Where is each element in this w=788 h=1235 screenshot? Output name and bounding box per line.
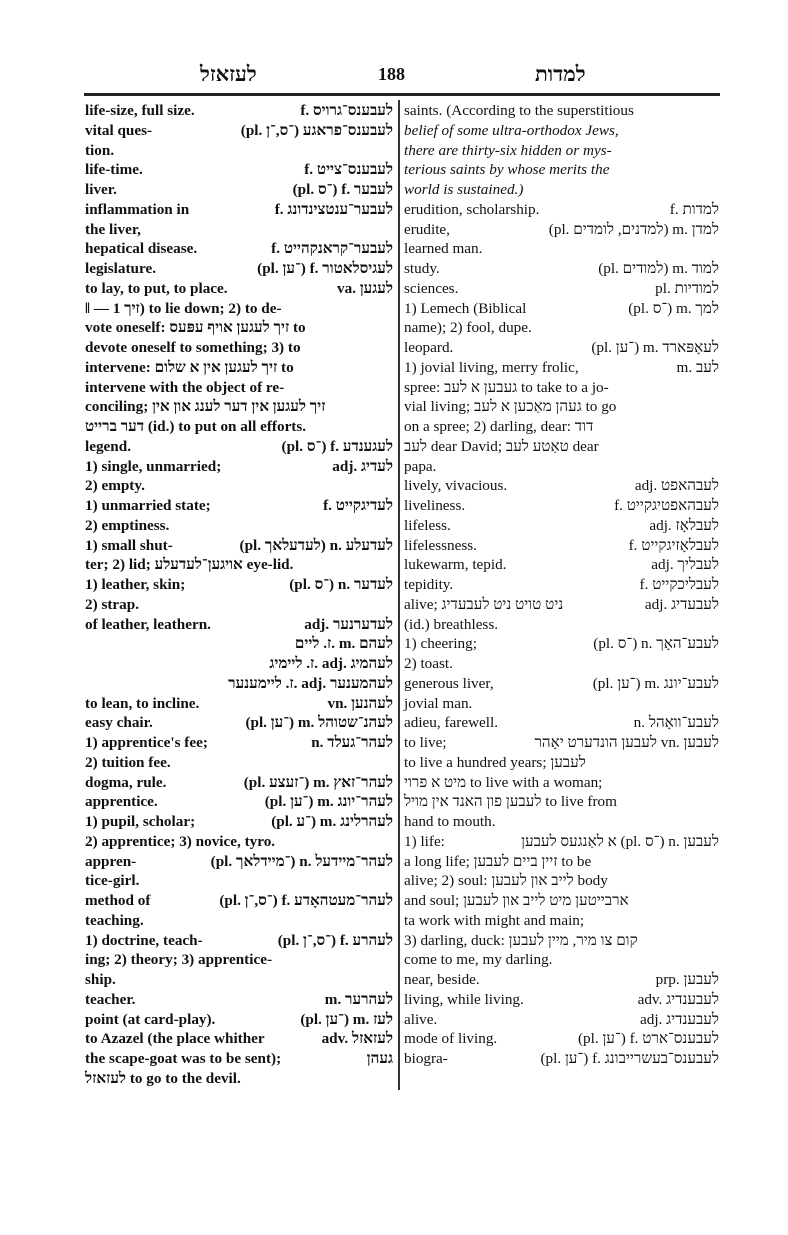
dictionary-line xyxy=(85,516,393,536)
line-text: near, beside. xyxy=(404,971,480,988)
headword: pl. למודיות xyxy=(655,279,719,297)
dictionary-line xyxy=(404,259,719,279)
line-text: lifelessness. xyxy=(404,536,477,554)
line-text: there are thirty-six hidden or mys- xyxy=(404,141,612,159)
line-text: (id.) breathless. xyxy=(404,615,499,633)
left-column xyxy=(85,101,393,1089)
line-text: teaching. xyxy=(85,911,144,929)
line-text: 1) cheering; xyxy=(404,635,477,653)
dictionary-line xyxy=(404,437,719,457)
line-text: the liver, xyxy=(85,220,141,238)
dictionary-line xyxy=(85,575,393,595)
dictionary-line xyxy=(404,1029,719,1049)
line-text: לעבען פון האנד אין מויל to live from xyxy=(404,793,617,811)
headword: n. לעהר־געלד xyxy=(311,734,393,751)
dictionary-line xyxy=(85,753,393,773)
dictionary-line xyxy=(404,121,719,141)
dictionary-line xyxy=(404,141,719,161)
line-text: alive; 2) soul: לייב און לעבען body xyxy=(404,872,608,890)
headword: (pl. ־ס) n. לעבע־האָך xyxy=(593,635,719,653)
line-text: erudition, scholarship. xyxy=(404,200,540,218)
line-text: name); 2) fool, dupe. xyxy=(404,319,532,337)
dictionary-line xyxy=(85,1029,393,1049)
line-text: 1) pupil, scholar; xyxy=(85,813,196,830)
dictionary-line xyxy=(404,536,719,556)
dictionary-line xyxy=(404,299,719,319)
line-text: 2) toast. xyxy=(404,655,453,672)
dictionary-line xyxy=(404,318,719,338)
line-text: on a spree; 2) darling, dear: דוד xyxy=(404,418,594,435)
headword: ז. ליימענער. adj. לעהמענער xyxy=(228,674,393,692)
line-text: sciences. xyxy=(404,279,459,297)
dictionary-line xyxy=(85,397,393,417)
dictionary-line xyxy=(404,358,719,378)
dictionary-line xyxy=(404,180,719,200)
headword: (pl. ־ען) m. לעז xyxy=(300,1010,393,1028)
headword: adj. לעבליך xyxy=(651,556,719,574)
line-text: liveliness. xyxy=(404,497,466,514)
headword: m. לעב xyxy=(676,358,719,376)
dictionary-line xyxy=(85,378,393,398)
headword: n. לעבע־וואָהל xyxy=(633,714,719,732)
dictionary-line xyxy=(85,1049,393,1069)
headword: (pl. ־ען) m. לעהנ־שטוהל xyxy=(245,714,393,732)
line-text: מיט א פרוי to live with a woman; xyxy=(404,773,603,791)
dictionary-line xyxy=(85,990,393,1010)
dictionary-line xyxy=(85,160,393,180)
dictionary-line xyxy=(404,852,719,872)
dictionary-line xyxy=(404,457,719,477)
line-text: ‖ — זיך 1) to lie down; 2) to de- xyxy=(85,299,282,317)
headword: (pl. ־ען) f. לעגיסלאטור xyxy=(257,260,393,277)
dictionary-line xyxy=(85,654,393,674)
dictionary-line xyxy=(85,950,393,970)
dictionary-line xyxy=(85,200,393,220)
line-text: mode of living. xyxy=(404,1030,498,1048)
dictionary-line xyxy=(404,1049,719,1069)
line-text: tepidity. xyxy=(404,576,454,593)
dictionary-line xyxy=(404,160,719,180)
headword: (pl. ־מיידלאך) n. לעהר־מיידעל xyxy=(210,852,393,870)
dictionary-line xyxy=(85,792,393,812)
dictionary-line xyxy=(85,773,393,793)
line-text: liver. xyxy=(85,181,117,198)
dictionary-line xyxy=(404,279,719,299)
line-text: vote oneself: זיך לעגען אויף עפּעס to xyxy=(85,319,306,337)
line-text: ing; 2) theory; 3) apprentice- xyxy=(85,951,272,969)
dictionary-line xyxy=(85,733,393,753)
dictionary-line xyxy=(85,457,393,477)
dictionary-line xyxy=(404,634,719,654)
headword: f. לעבער־ענטצינדונג xyxy=(274,200,393,218)
line-text: 1) single, unmarried; xyxy=(85,457,222,475)
line-text: lively, vivacious. xyxy=(404,477,508,495)
line-text: lukewarm, tepid. xyxy=(404,556,507,574)
headword: adj. לעבלאָז xyxy=(649,516,719,534)
line-text: teacher. xyxy=(85,990,136,1008)
headword: adj. לעבהאפט xyxy=(634,477,719,495)
line-text: appren- xyxy=(85,852,137,870)
dictionary-line xyxy=(404,595,719,615)
dictionary-line xyxy=(85,239,393,259)
headword: לעבען הונדערט יאָהר vn. לעבען xyxy=(534,734,719,751)
dictionary-line xyxy=(85,180,393,200)
dictionary-line xyxy=(404,516,719,536)
dictionary-line xyxy=(85,536,393,556)
dictionary-line xyxy=(404,476,719,496)
line-text: papa. xyxy=(404,457,437,475)
line-text: biogra- xyxy=(404,1050,448,1067)
dictionary-line xyxy=(404,575,719,595)
headword: va. לעגען xyxy=(337,279,393,297)
dictionary-line xyxy=(85,871,393,891)
line-text: inflammation in xyxy=(85,200,190,218)
dictionary-line xyxy=(404,694,719,714)
dictionary-line xyxy=(85,338,393,358)
line-text: 1) doctrine, teach- xyxy=(85,931,203,949)
headword: (pl. ־ס) f. לעגענדע xyxy=(281,437,393,455)
dictionary-line xyxy=(85,852,393,872)
dictionary-line xyxy=(85,476,393,496)
headword: א לאַנגעס לעבען (pl. ־ס) n. לעבען xyxy=(521,832,719,850)
headword: m. לעהרער xyxy=(324,990,393,1008)
dictionary-line xyxy=(404,378,719,398)
line-text: point (at card-play). xyxy=(85,1010,216,1028)
headword: געהן xyxy=(366,1050,393,1067)
headword: (pl. ־ס) m. למך xyxy=(628,299,719,317)
line-text: 2) apprentice; 3) novice, tyro. xyxy=(85,832,276,850)
dictionary-line xyxy=(404,555,719,575)
line-text: a long life; זיין ביים לעבען to be xyxy=(404,852,592,870)
line-text: dogma, rule. xyxy=(85,773,167,791)
dictionary-line xyxy=(85,812,393,832)
dictionary-line xyxy=(85,259,393,279)
page-number: 188 xyxy=(378,64,405,84)
headword: f. לעדיגקייט xyxy=(323,497,393,514)
headword: (pl. ־ע) m. לעהרלינג xyxy=(271,813,393,830)
line-text: living, while living. xyxy=(404,990,524,1008)
line-text: לעזאזל to go to the devil. xyxy=(85,1069,241,1087)
headword: adv. לעבענדיג xyxy=(637,990,719,1008)
dictionary-line xyxy=(404,911,719,931)
headword: adj. לעבעדיג xyxy=(644,595,719,613)
line-text: 2) empty. xyxy=(85,477,145,495)
line-text: learned man. xyxy=(404,240,483,258)
dictionary-line xyxy=(85,595,393,615)
line-text: adieu, farewell. xyxy=(404,714,499,732)
line-text: generous liver, xyxy=(404,674,494,692)
line-text: jovial man. xyxy=(404,694,473,712)
headword: adj. לעבענדיג xyxy=(639,1010,719,1028)
headword: (pl. למדנים, לומדים) m. למדן xyxy=(548,220,719,238)
dictionary-line xyxy=(404,950,719,970)
line-text: 1) unmarried state; xyxy=(85,497,211,514)
line-text: of leather, leathern. xyxy=(85,615,211,633)
headword: (pl. ־ס,־ן) f. לעהר־מעטהאָדע xyxy=(219,892,393,909)
dictionary-line xyxy=(404,871,719,891)
headword: ז. ליים. m. לעהם xyxy=(294,635,393,653)
headword: f. לעבענס־צייט xyxy=(304,161,393,179)
headword: prp. לעבען xyxy=(655,971,719,988)
dictionary-line xyxy=(85,911,393,931)
dictionary-line xyxy=(85,615,393,635)
dictionary-line xyxy=(404,1010,719,1030)
headword: (pl. למודים) m. למוד xyxy=(598,260,719,277)
dictionary-line xyxy=(404,990,719,1010)
headword: vn. לעהנען xyxy=(327,694,393,712)
line-text: לעב dear David; טאַטע לעב dear xyxy=(404,437,599,455)
line-text: conciling; זיך לעגען אין דער לענג און אין xyxy=(85,398,326,416)
line-text: 1) Lemech (Biblical xyxy=(404,299,527,317)
dictionary-line xyxy=(404,101,719,121)
dictionary-line xyxy=(85,931,393,951)
dictionary-line xyxy=(404,674,719,694)
dictionary-line xyxy=(404,713,719,733)
line-text: 2) strap. xyxy=(85,595,139,613)
headword: (pl. ־ען) m. לעאָפּארד xyxy=(591,339,719,356)
dictionary-line xyxy=(404,654,719,674)
headword: (pl. ־זעצע) m. לעהר־זאץ xyxy=(243,773,393,791)
dictionary-line xyxy=(85,634,393,654)
headword: (pl. ־ס,־ן) לעבענס־פראגע xyxy=(240,121,393,139)
line-text: devote oneself to something; 3) to xyxy=(85,339,301,356)
line-text: to lean, to incline. xyxy=(85,694,200,712)
dictionary-line xyxy=(85,496,393,516)
line-text: easy chair. xyxy=(85,714,153,732)
line-text: method of xyxy=(85,892,151,909)
dictionary-line xyxy=(85,141,393,161)
line-text: hand to mouth. xyxy=(404,813,496,830)
line-text: to lay, to put, to place. xyxy=(85,279,228,297)
line-text: 3) darling, duck: קום צו מיר, מיין לעבען xyxy=(404,931,638,949)
dictionary-line xyxy=(404,733,719,753)
line-text: to live; xyxy=(404,734,447,751)
line-text: world is sustained.) xyxy=(404,181,524,198)
dictionary-line xyxy=(85,318,393,338)
dictionary-line xyxy=(85,674,393,694)
guide-word-left: לעזאזל xyxy=(200,62,257,86)
line-text: apprentice. xyxy=(85,793,158,811)
line-text: 1) small shut- xyxy=(85,536,173,554)
headword: f. לעבער־קראנקהייט xyxy=(271,240,393,258)
line-text: to Azazel (the place whither xyxy=(85,1030,265,1048)
line-text: alive. xyxy=(404,1010,438,1028)
line-text: life-time. xyxy=(85,161,143,179)
headword: (pl. ־ס) n. לעדער xyxy=(289,576,393,593)
headword: (pl. ־ס) f. לעבער xyxy=(292,181,393,198)
dictionary-line xyxy=(85,1010,393,1030)
line-text: and soul; ארבייטען מיט לייב און לעבען xyxy=(404,892,629,909)
dictionary-line xyxy=(85,555,393,575)
dictionary-line xyxy=(85,713,393,733)
dictionary-line xyxy=(404,397,719,417)
guide-word-right: למדות xyxy=(535,62,586,86)
line-text: the scape-goat was to be sent); xyxy=(85,1050,282,1067)
line-text: spree: געבען א לעב to take to a jo- xyxy=(404,378,609,396)
headword: ז. ליימיג. adj. לעהמיג xyxy=(269,655,393,672)
dictionary-line xyxy=(404,812,719,832)
headword: f. לעבהאפטיגקייט xyxy=(614,497,719,514)
dictionary-line xyxy=(404,615,719,635)
line-text: belief of some ultra-orthodox Jews, xyxy=(404,121,619,139)
headword: adv. לעזאזל xyxy=(321,1030,393,1048)
line-text: legislature. xyxy=(85,260,157,277)
line-text: 1) apprentice's fee; xyxy=(85,734,208,751)
column-divider xyxy=(398,100,400,1090)
line-text: come to me, my darling. xyxy=(404,951,553,969)
headword: (pl. ־ס,־ן) f. לעהרע xyxy=(277,931,393,949)
dictionary-line xyxy=(85,437,393,457)
line-text: legend. xyxy=(85,437,131,455)
headword: f. לעבענס־גרויס xyxy=(300,102,393,119)
line-text: life-size, full size. xyxy=(85,102,195,119)
dictionary-line xyxy=(85,279,393,299)
dictionary-line xyxy=(404,773,719,793)
headword: (pl. ־ען) f. לעבענס־בעשרייבונג xyxy=(540,1050,719,1067)
header-rule xyxy=(84,93,720,96)
dictionary-line xyxy=(404,832,719,852)
dictionary-line xyxy=(404,891,719,911)
line-text: erudite, xyxy=(404,220,450,238)
dictionary-line xyxy=(85,891,393,911)
headword: (pl. לעדעלאך) n. לעדעלע xyxy=(239,536,393,554)
dictionary-line xyxy=(404,338,719,358)
line-text: saints. (According to the superstitious xyxy=(404,102,634,119)
dictionary-line xyxy=(85,1069,393,1089)
dictionary-line xyxy=(404,239,719,259)
dictionary-line xyxy=(404,970,719,990)
line-text: 2) tuition fee. xyxy=(85,753,171,771)
dictionary-line xyxy=(85,417,393,437)
dictionary-line xyxy=(85,220,393,240)
dictionary-line xyxy=(85,101,393,121)
headword: f. לעבליכקייט xyxy=(639,576,719,593)
line-text: terious saints by whose merits the xyxy=(404,161,610,179)
dictionary-line xyxy=(404,417,719,437)
line-text: alive; ניט טויט ניט לעבעדיג xyxy=(404,595,564,613)
line-text: to live a hundred years; לעבען xyxy=(404,753,586,771)
line-text: leopard. xyxy=(404,339,454,356)
line-text: ter; 2) lid; אויגען־לעדעלע eye-lid. xyxy=(85,556,294,574)
right-column xyxy=(404,101,719,1069)
dictionary-line xyxy=(85,970,393,990)
line-text: ship. xyxy=(85,971,116,988)
headword: (pl. ־ען) f. לעבענס־ארט xyxy=(577,1030,719,1048)
headword: f. למדות xyxy=(669,200,719,218)
line-text: intervene with the object of re- xyxy=(85,378,285,396)
dictionary-line xyxy=(404,220,719,240)
dictionary-line xyxy=(404,931,719,951)
line-text: vital ques- xyxy=(85,121,153,139)
line-text: ta work with might and main; xyxy=(404,911,585,929)
line-text: intervene: זיך לעגען אין א שלום to xyxy=(85,358,294,376)
line-text: 1) life: xyxy=(404,832,445,850)
line-text: tice-girl. xyxy=(85,872,140,890)
line-text: hepatical disease. xyxy=(85,240,198,258)
line-text: 1) jovial living, merry frolic, xyxy=(404,358,579,376)
dictionary-line xyxy=(404,200,719,220)
line-text: lifeless. xyxy=(404,516,451,534)
dictionary-line xyxy=(404,792,719,812)
line-text: 2) emptiness. xyxy=(85,516,170,534)
headword: adj. לעדערנער xyxy=(304,615,393,633)
line-text: דער ברייט (id.) to put on all efforts. xyxy=(85,418,307,435)
line-text: vial living; געהן מאַכען א לעב to go xyxy=(404,398,617,416)
dictionary-line xyxy=(404,753,719,773)
line-text: study. xyxy=(404,260,440,277)
headword: (pl. ־ען) m. לעבע־יונג xyxy=(592,674,719,692)
dictionary-line xyxy=(85,358,393,378)
dictionary-line xyxy=(85,694,393,714)
dictionary-line xyxy=(404,496,719,516)
dictionary-line xyxy=(85,299,393,319)
dictionary-line xyxy=(85,832,393,852)
headword: adj. לעדיג xyxy=(332,457,393,475)
line-text: tion. xyxy=(85,141,115,159)
headword: (pl. ־ען) m. לעהר־יונג xyxy=(264,793,393,811)
line-text: 1) leather, skin; xyxy=(85,576,186,593)
headword: f. לעבלאָזיגקייט xyxy=(628,536,719,554)
dictionary-line xyxy=(85,121,393,141)
